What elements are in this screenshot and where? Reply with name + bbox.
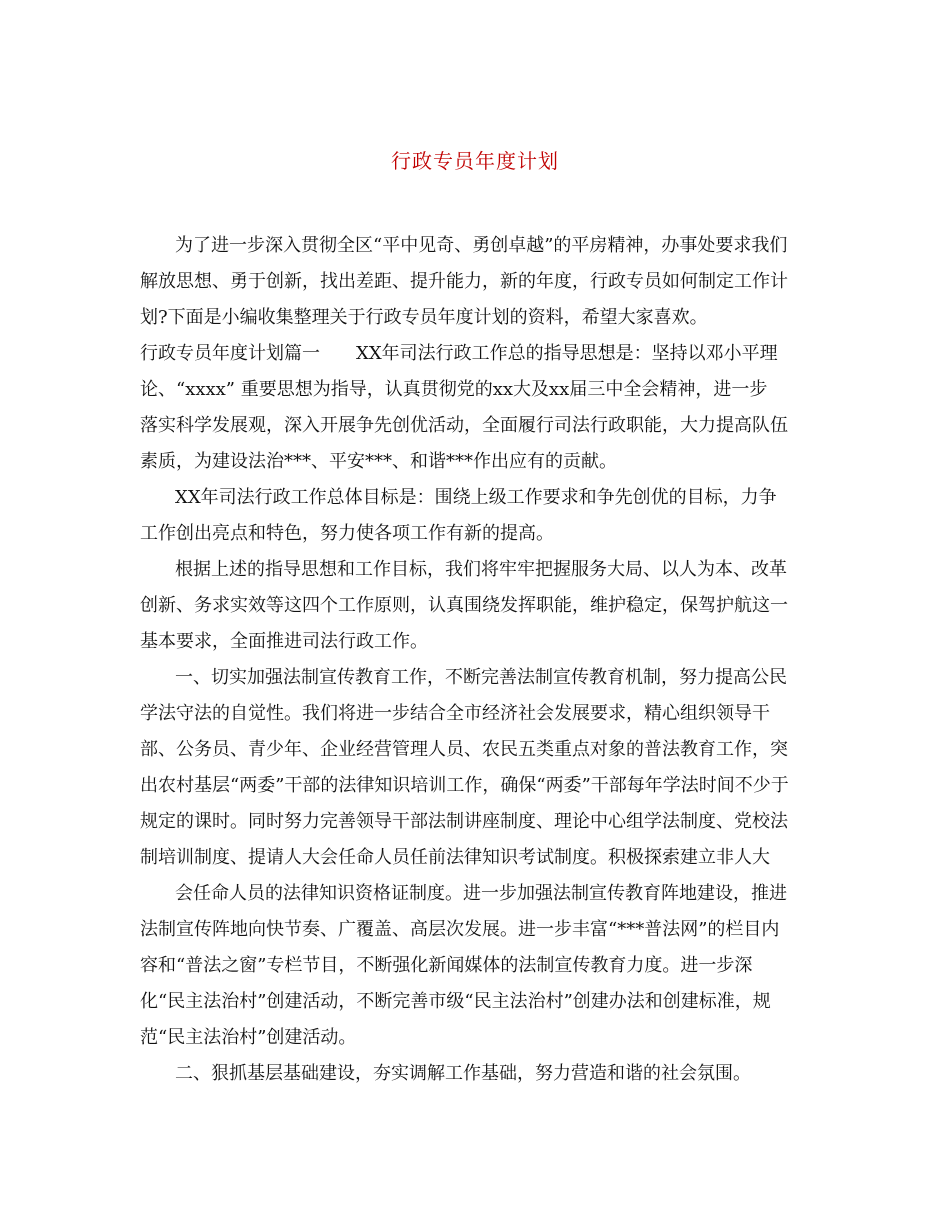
text-line: 工作创出亮点和特色，努力使各项工作有新的提高。 [140, 523, 554, 544]
text-line: 行政专员年度计划篇一 XX年司法行政工作总的指导思想是：坚持以邓小平理 [140, 343, 778, 364]
text-line: 论、“xxxx” 重要思想为指导，认真贯彻党的xx大及xx届三中全会精神，进一步 [140, 379, 768, 400]
text-line: 二、狠抓基层基础建设，夯实调解工作基础，努力营造和谐的社会氛围。 [175, 1063, 751, 1084]
text-line: 素质，为建设法治***、平安***、和谐***作出应有的贡献。 [140, 451, 617, 472]
text-line: 基本要求，全面推进司法行政工作。 [140, 631, 428, 652]
text-line: 化“民主法治村”创建活动，不断完善市级“民主法治村”创建办法和创建标准，规 [140, 991, 771, 1012]
text-line: 划?下面是小编收集整理关于行政专员年度计划的资料，希望大家喜欢。 [140, 307, 708, 328]
text-line: 为了进一步深入贯彻全区“平中见奇、勇创卓越”的平房精神，办事处要求我们 [175, 235, 788, 256]
text-line: 部、公务员、青少年、企业经营管理人员、农民五类重点对象的普法教育工作，突 [140, 739, 788, 760]
text-line: 范“民主法治村”创建活动。 [140, 1027, 357, 1048]
document-title: 行政专员年度计划 [391, 149, 559, 173]
text-line: 根据上述的指导思想和工作目标，我们将牢牢把握服务大局、以人为本、改革 [175, 559, 787, 580]
text-line: 法制宣传阵地向快节奏、广覆盖、高层次发展。进一步丰富“***普法网”的栏目内 [140, 919, 780, 940]
text-line: 学法守法的自觉性。我们将进一步结合全市经济社会发展要求，精心组织领导干 [140, 703, 770, 724]
text-line: 制培训制度、提请人大会任命人员任前法律知识考试制度。积极探索建立非人大 [140, 847, 770, 868]
text-line: 出农村基层“两委”干部的法律知识培训工作，确保“两委”干部每年学法时间不少于 [140, 775, 789, 796]
text-line: 落实科学发展观，深入开展争先创优活动，全面履行司法行政职能，大力提高队伍 [140, 415, 788, 436]
text-line: 规定的课时。同时努力完善领导干部法制讲座制度、理论中心组学法制度、党校法 [140, 811, 788, 832]
text-line: 创新、务求实效等这四个工作原则，认真围绕发挥职能，维护稳定，保驾护航这一 [140, 595, 788, 616]
text-line: 容和“普法之窗”专栏节目，不断强化新闻媒体的法制宣传教育力度。进一步深 [140, 955, 753, 976]
text-line: 会任命人员的法律知识资格证制度。进一步加强法制宣传教育阵地建设，推进 [175, 883, 787, 904]
text-line: 一、切实加强法制宣传教育工作，不断完善法制宣传教育机制，努力提高公民 [175, 667, 787, 688]
text-line: XX年司法行政工作总体目标是：围绕上级工作要求和争先创优的目标，力争 [175, 487, 777, 508]
text-line: 解放思想、勇于创新，找出差距、提升能力，新的年度，行政专员如何制定工作计 [140, 271, 788, 292]
